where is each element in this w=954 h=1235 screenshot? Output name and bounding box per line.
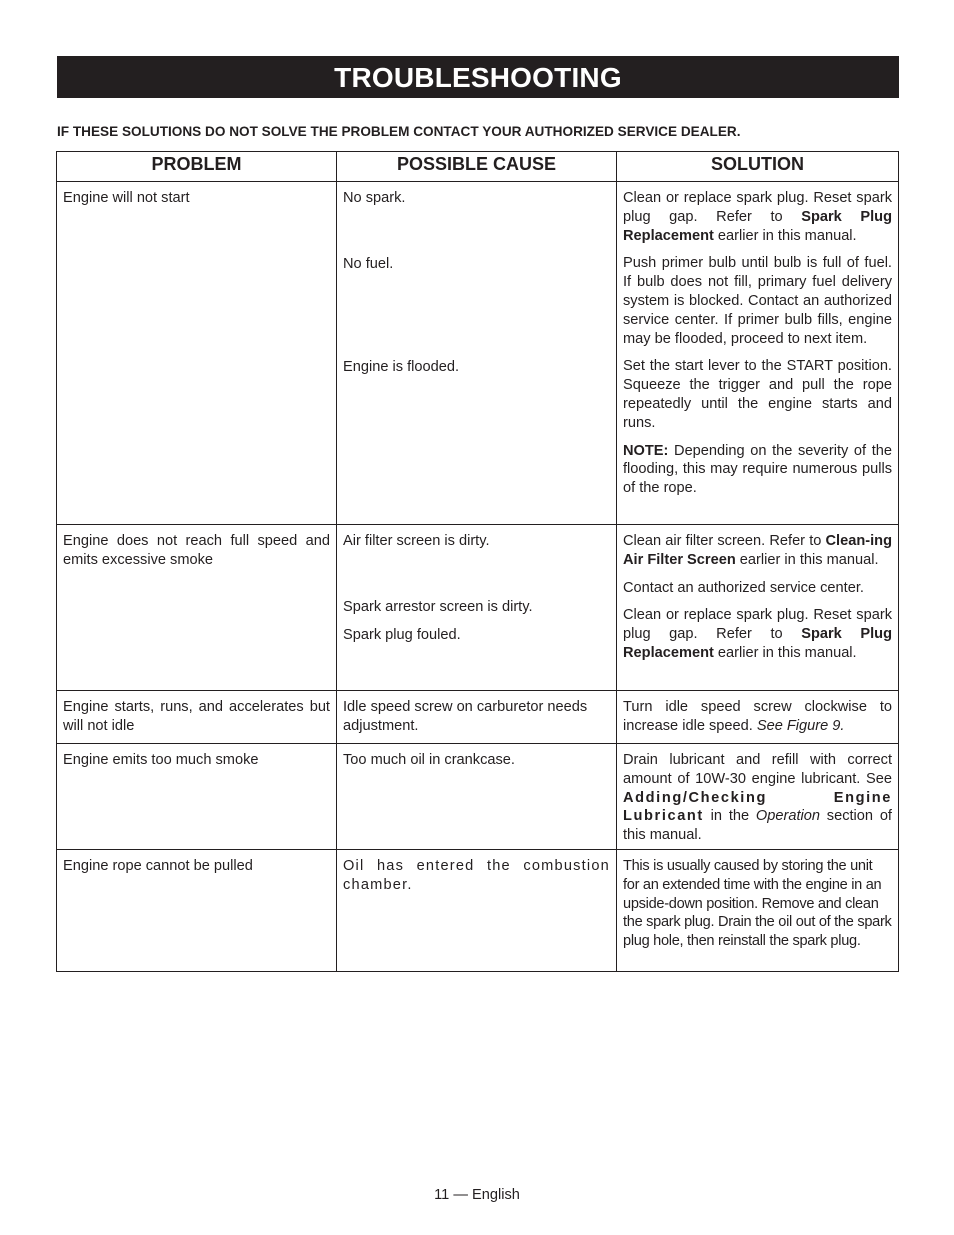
- problem-text: Engine rope cannot be pulled: [63, 857, 253, 874]
- cause-text: Spark plug fouled.: [343, 627, 461, 643]
- table-row: [57, 182, 899, 525]
- table-header-row: [57, 152, 899, 182]
- header-solution: SOLUTION: [617, 152, 899, 182]
- problem-text: Engine emits too much smoke: [63, 752, 259, 768]
- solution-cell: [617, 691, 899, 744]
- problem-cell: [57, 744, 337, 850]
- cause-cell: [337, 744, 617, 850]
- cause-text: Air filter screen is dirty.: [343, 533, 490, 549]
- problem-text: Engine does not reach full speed and emits excessive smoke: [63, 533, 330, 568]
- solution-text: Clean air filter screen. Refer to Clean-ing Air Filter Screen earlier in this manual.: [623, 533, 892, 568]
- solution-text: Set the start lever to the START position. Squeeze the trigger and pull the rope repeatedly until the engine starts and runs.: [623, 358, 892, 431]
- cause-text: Engine is flooded.: [343, 359, 460, 375]
- solution-text: Clean or replace spark plug. Reset spark plug gap. Refer to Spark Plug Replacement earlier in this manual.: [623, 607, 893, 661]
- cause-cell: [337, 691, 617, 744]
- solution-text: This is usually caused by storing the unit for an extended time with the engine in an upside-down position. Remove and clean the spark plug. Drain the oil out of the spark plug hole, then reinstall the spark plug.: [623, 857, 892, 950]
- cause-cell: [337, 182, 617, 525]
- solution-text: Drain lubricant and refill with correct amount of 10W-30 engine lubricant. See Adding/Checking Engine Lubricant in the Operation section of this manual.: [623, 752, 892, 844]
- table-row: [57, 525, 899, 691]
- cause-cell: [337, 525, 617, 691]
- problem-text: Engine starts, runs, and accelerates but will not idle: [63, 699, 330, 734]
- cause-text: Too much oil in crankcase.: [343, 752, 515, 768]
- problem-cell: [57, 691, 337, 744]
- cause-text: No spark.: [343, 190, 406, 206]
- header-problem: PROBLEM: [57, 152, 337, 182]
- cause-text: Oil has entered the combustion chamber.: [343, 857, 610, 893]
- table-row: [57, 849, 899, 971]
- solution-cell: [617, 182, 899, 525]
- solution-text: Contact an authorized service center.: [623, 579, 864, 596]
- problem-cell: [57, 525, 337, 691]
- cause-text: Idle speed screw on carburetor needs adjustment.: [343, 699, 588, 734]
- table-row: [57, 691, 899, 744]
- solution-cell: [617, 744, 899, 850]
- problem-text: Engine will not start: [63, 190, 190, 206]
- problem-cell: [57, 182, 337, 525]
- troubleshooting-table: [56, 151, 899, 972]
- solution-cell: [617, 849, 899, 971]
- cause-text: No fuel.: [343, 256, 394, 272]
- page-title: TROUBLESHOOTING: [57, 56, 899, 98]
- problem-cell: [57, 849, 337, 971]
- cause-cell: [337, 849, 617, 971]
- header-possible-cause: POSSIBLE CAUSE: [337, 152, 617, 182]
- page-footer: 11 — English: [434, 1187, 520, 1203]
- solution-text: Clean or replace spark plug. Reset spark plug gap. Refer to Spark Plug Replacement earlier in this manual.: [623, 190, 893, 244]
- table-row: [57, 744, 899, 850]
- solution-text: Turn idle speed screw clockwise to increase idle speed. See Figure 9.: [623, 699, 892, 734]
- cause-text: Spark arrestor screen is dirty.: [343, 599, 533, 615]
- solution-cell: [617, 525, 899, 691]
- service-warning: IF THESE SOLUTIONS DO NOT SOLVE THE PROBLEM CONTACT YOUR AUTHORIZED SERVICE DEALER.: [57, 124, 741, 139]
- solution-note: NOTE: Depending on the severity of the flooding, this may require numerous pulls of the rope.: [623, 442, 892, 497]
- solution-text: Push primer bulb until bulb is full of fuel. If bulb does not fill, primary fuel delivery system is blocked. Contact an authorized service center. If primer bulb fills, engine may be flooded, proceed to next item.: [623, 255, 892, 347]
